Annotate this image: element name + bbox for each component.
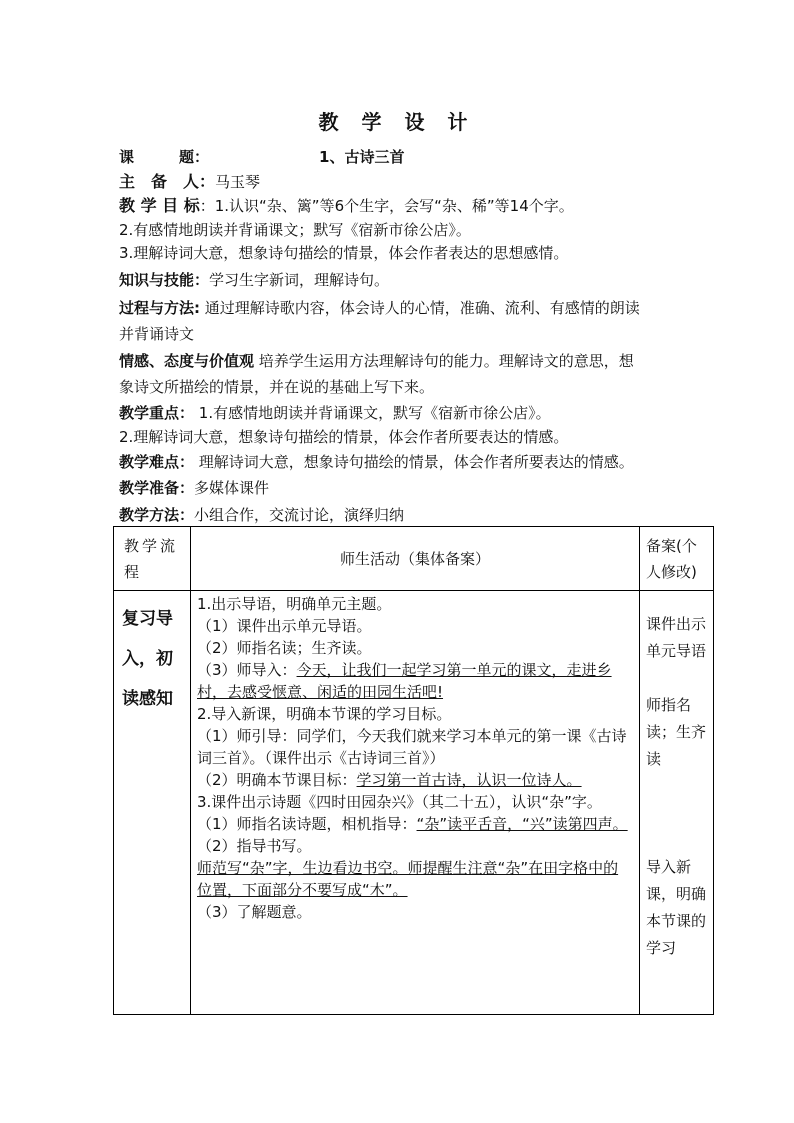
page-title: 教 学 设 计 [318,110,476,134]
note-item: 师指名读；生齐读 [646,696,707,768]
key-points-label: 教学重点： [119,404,195,422]
activity-cell [191,591,640,1015]
stage-cell: 复习导入，初读感知 [114,591,191,1015]
goals-text-1: ：1.认识“杂、篱”等6个生字，会写“杂、稀”等14个字。 [199,197,574,215]
lesson-label: 课 题： [119,148,210,166]
preparation-row [119,478,699,498]
lesson-row [119,147,699,167]
activity-line: （3）了解题意。 [197,903,312,921]
process-text-1: 通过理解诗歌内容，体会诗人的心情，准确、流利、有感情的朗读 [204,299,640,317]
process-line-2: 并背诵诗文 [119,325,195,343]
process-label: 过程与方法: [119,299,200,317]
activity-line: 3.课件出示诗题《四时田园杂兴》（其二十五），认识“杂”字。 [197,793,602,811]
activity-line: （1）课件出示单元导语。 [197,617,372,635]
activity-line: 师范写“杂”字，生边看边书空。师提醒生注意“杂”在田字格中的位置，下面部分不要写成“木”。 [197,859,619,899]
preparation-label: 教学准备： [119,479,195,497]
activity-line: 2.导入新课，明确本节课的学习目标。 [197,705,452,723]
activity-prefix: （1）师指名读诗题，相机指导： [197,815,417,833]
activity-line: （1）师引导：同学们，今天我们就来学习本单元的第一课《古诗词三首》。（课件出示《古诗词三首》） [197,727,627,767]
goals-label: 教 学 目 标 [119,196,200,215]
activity-line [197,769,633,791]
knowledge-label: 知识与技能： [119,271,210,289]
goals-line-3: 3.理解诗词大意，想象诗句描绘的情景，体会作者表达的思想感情。 [119,244,569,262]
difficulty-row [119,452,699,472]
header-flow: 教学流程 [114,527,191,591]
note-item: 导入新课，明确本节课的学习 [646,858,707,957]
preparer-row [119,172,699,192]
note-item: 课件出示单元导语 [646,615,707,660]
difficulty-label: 教学难点： [119,453,195,471]
header-activity: 师生活动（集体备案） [191,527,640,591]
underlined-text: 今天，让我们一起学习第一单元的课文，走进乡村，去感受惬意、闲适的田园生活吧! [197,661,612,701]
knowledge-value: 学习生字新词，理解诗句。 [209,271,390,289]
notes-cell [640,591,714,1015]
goals-line-2: 2.有感情地朗读并背诵课文；默写《宿新市徐公店》。 [119,221,471,239]
activity-line [197,659,633,703]
preparer-label: 主 备 人： [119,172,216,191]
emotion-text-1: 培养学生运用方法理解诗句的能力。理解诗文的意思，想 [258,352,634,370]
key-points-text-1: 1.有感情地朗读并背诵课文，默写《宿新市徐公店》。 [198,404,551,422]
key-points-line-2: 2.理解诗词大意，想象诗句描绘的情景，体会作者所要表达的情感。 [119,428,569,446]
activity-prefix: （3）师导入： [197,661,297,679]
underlined-text: “杂”读平舌音，“兴”读第四声。 [416,815,628,833]
table-row [114,591,714,1015]
key-points-line-1 [119,403,699,423]
preparation-value: 多媒体课件 [194,479,270,497]
emotion-line-2: 象诗文所描绘的情景，并在说的基础上写下来。 [119,378,435,396]
activity-line: 1.出示导语，明确单元主题。 [197,595,392,613]
knowledge-row [119,270,699,290]
table-header-row [114,527,714,591]
process-line-1 [119,298,699,318]
emotion-label: 情感、态度与价值观 [119,352,255,370]
difficulty-value: 理解诗词大意，想象诗句描绘的情景，体会作者所要表达的情感。 [198,453,634,471]
method-row [119,505,699,525]
preparer-value: 马玉琴 [215,173,261,191]
header-notes: 备案(个人修改) [640,527,714,591]
method-value: 小组合作，交流讨论，演绎归纳 [194,506,405,524]
activity-line [197,813,633,835]
activity-line: （2）师指名读；生齐读。 [197,639,372,657]
activity-line: （2）指导书写。 [197,837,312,855]
emotion-line-1 [119,351,699,371]
method-label: 教学方法： [119,506,195,524]
activity-prefix: （2）明确本节课目标： [197,771,357,789]
goals-line-1 [119,196,699,216]
lesson-value: 1、古诗三首 [319,148,405,166]
underlined-text: 学习第一首古诗，认识一位诗人。 [356,771,582,789]
lesson-plan-table [113,526,714,1015]
